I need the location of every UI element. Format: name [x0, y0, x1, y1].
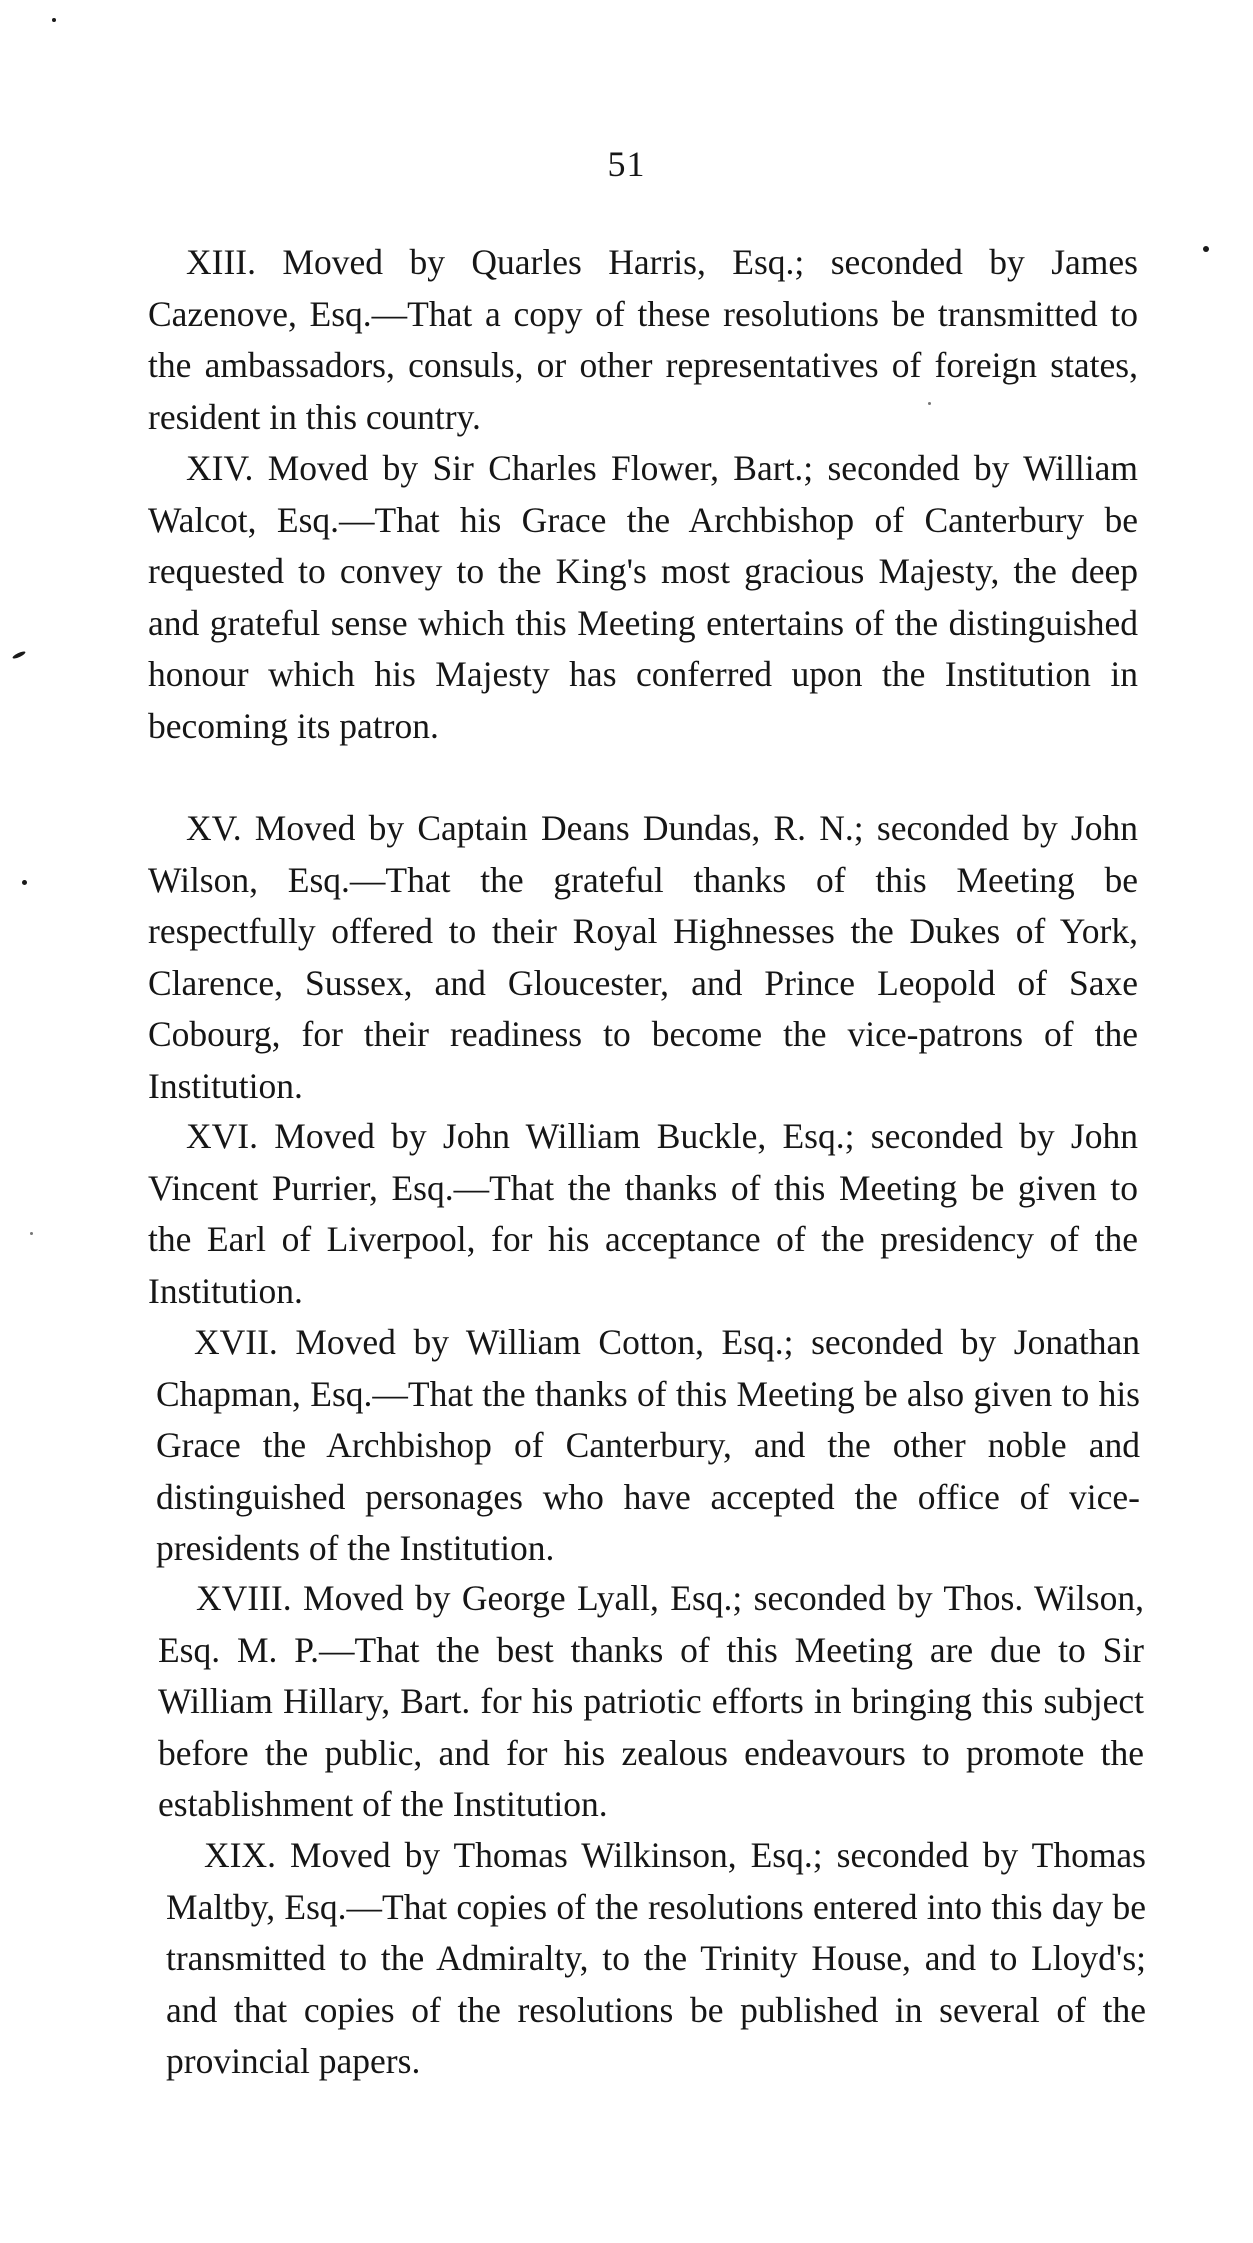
resolution-xvi: XVI. Moved by John William Buckle, Esq.; seconded by John Vincent Purrier, Esq.—That the thanks of this Meeting be given to the Earl of Liverpool, for his acceptance of the presidency of the Institution.	[148, 1116, 1138, 1311]
scan-speck	[928, 402, 931, 405]
resolution-xvii: XVII. Moved by William Cotton, Esq.; seconded by Jonathan Chapman, Esq.—That the thanks of this Meeting be also given to his Grace the Archbishop of Canterbury, and the other noble and distinguished personages who have accepted the office of vice-presidents of the Institution.	[156, 1322, 1140, 1568]
scan-speck	[1203, 246, 1209, 252]
resolution-xiii: XIII. Moved by Quarles Harris, Esq.; seconded by James Cazenove, Esq.—That a copy of these resolutions be transmitted to the ambassadors, consuls, or other representatives of foreign states, resident in this country.	[148, 242, 1138, 437]
resolution-xiv: XIV. Moved by Sir Charles Flower, Bart.; seconded by William Walcot, Esq.—That his Grace the Archbishop of Canterbury be requested to convey to the King's most gracious Majesty, the deep and grateful sense which this Meeting entertains of the distinguished honour which his Majesty has conferred upon the Institution in becoming its patron.	[148, 448, 1138, 746]
resolution-xv: XV. Moved by Captain Deans Dundas, R. N.; seconded by John Wilson, Esq.—That the grateful thanks of this Meeting be respectfully offered to their Royal Highnesses the Dukes of York, Clarence, Sussex, and Gloucester, and Prince Leopold of Saxe Cobourg, for their readiness to become the vice-patrons of the Institution.	[148, 808, 1138, 1106]
resolution-xix: XIX. Moved by Thomas Wilkinson, Esq.; seconded by Thomas Maltby, Esq.—That copies of the resolutions entered into this day be transmitted to the Admiralty, to the Trinity House, and to Lloyd's; and that copies of the resolutions be published in several of the provincial papers.	[166, 1835, 1146, 2081]
scan-speck	[30, 1232, 33, 1235]
scan-speck	[22, 880, 27, 885]
page-number: 51	[607, 144, 646, 184]
scan-speck	[12, 650, 26, 660]
resolution-xviii: XVIII. Moved by George Lyall, Esq.; seconded by Thos. Wilson, Esq. M. P.—That the best thanks of this Meeting are due to Sir William Hillary, Bart. for his patriotic efforts in bringing this subject before the public, and for his zealous endeavours to promote the establishment of the Institution.	[158, 1578, 1144, 1824]
scan-speck	[52, 18, 56, 22]
